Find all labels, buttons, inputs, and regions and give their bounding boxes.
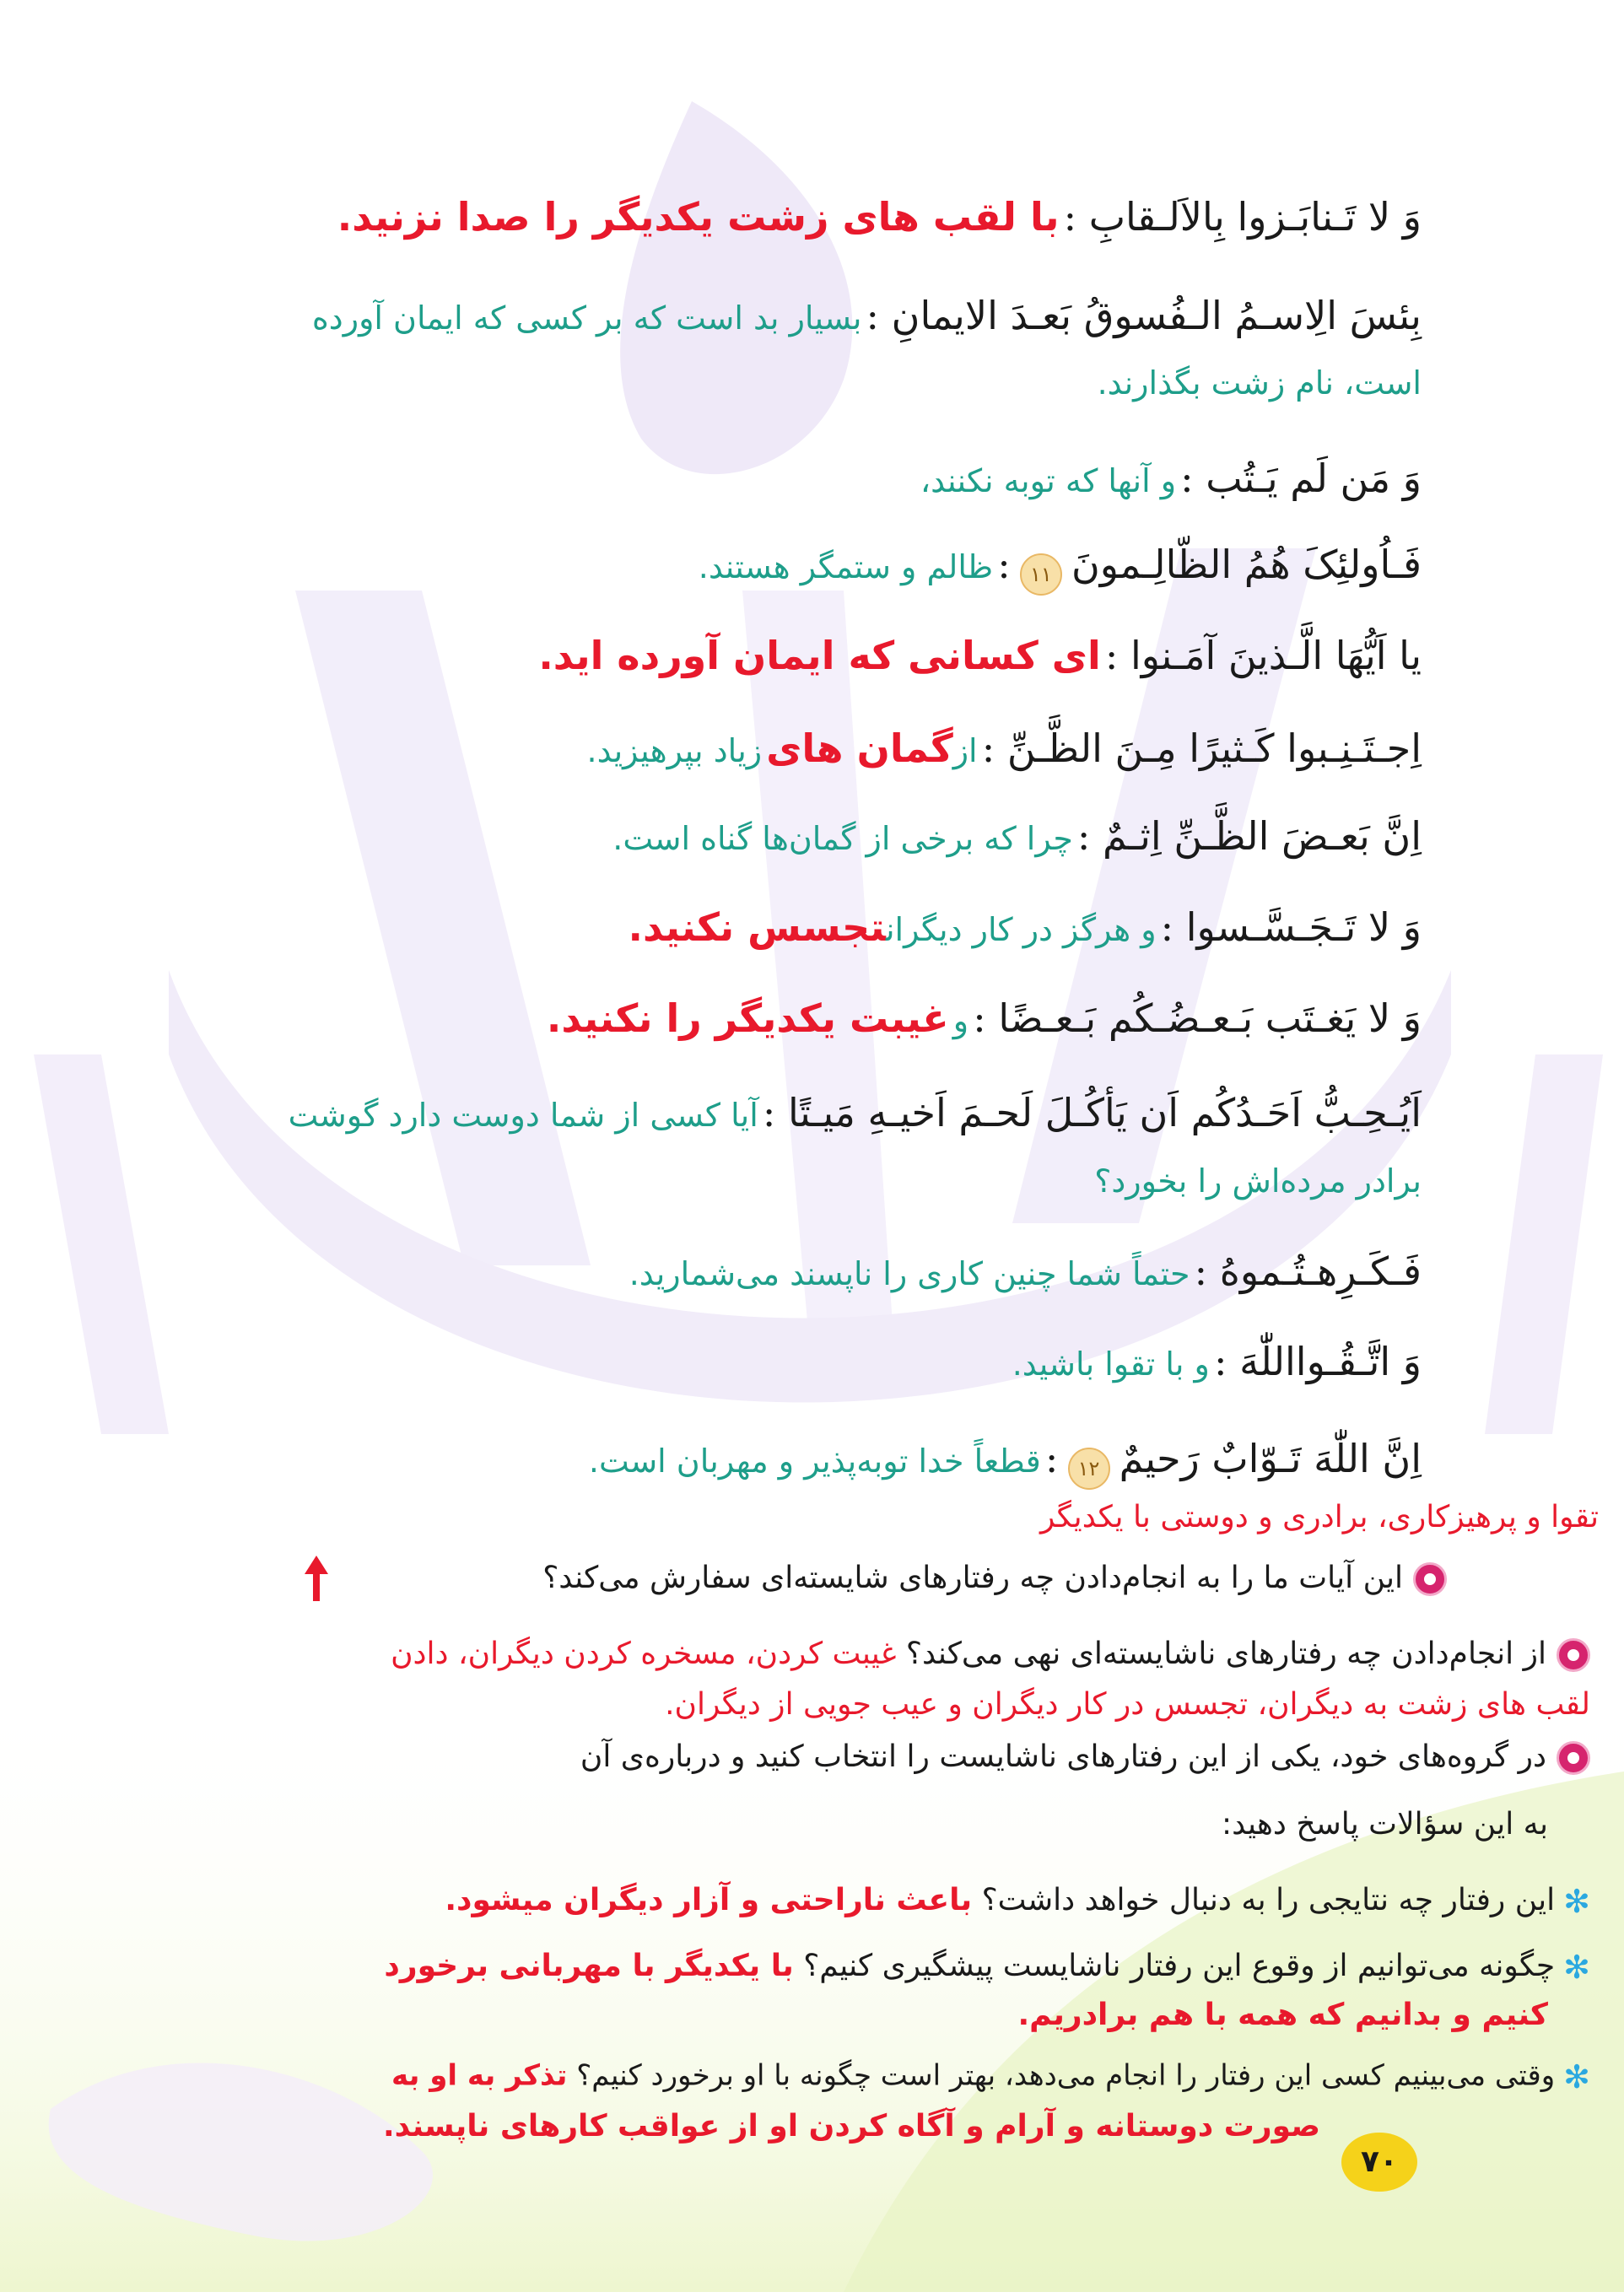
question-item: [34, 1561, 1447, 1596]
sub-question-item: [34, 1949, 1590, 1986]
translation-continuation: برادر مرده‌اش را بخورد؟: [1094, 1162, 1422, 1200]
translation-continuation: است، نام زشت بگذارند.: [1097, 364, 1422, 402]
sub-question-item: [34, 1883, 1590, 1920]
answer-text: باعث ناراحتی و آزار دیگران میشود.: [445, 1883, 973, 1917]
translation-prefix: از: [952, 732, 978, 769]
answer-continuation: کنیم و بدانیم که همه با هم برادریم.: [1017, 1998, 1548, 2032]
answer-continuation: صورت دوستانه و آرام و آگاه کردن او از عواقب کارهای ناپسند.: [382, 2109, 1320, 2144]
flower-bullet-icon: [1557, 1741, 1590, 1775]
translation-highlight: غیبت یکدیگر را نکنید.: [546, 995, 949, 1041]
question-text: از انجام‌دادن چه رفتارهای ناشایسته‌ای نهی می‌کند؟: [905, 1637, 1546, 1671]
arabic-phrase: وَ مَن لَم یَـتُب :: [1180, 456, 1422, 501]
translation-text: با لقب های زشت یکدیگر را صدا نزنید.: [337, 194, 1060, 240]
verse-row: [202, 812, 1422, 862]
verse-row: اِنَّ اللّٰهَ تَـوّابٌ رَحیمٌ ۱۲ : قطعاً خدا توبه‌پذیر و مهربان است.: [202, 1434, 1422, 1490]
arabic-phrase: اِنَّ اللّٰهَ تَـوّابٌ رَحیمٌ: [1119, 1436, 1422, 1481]
flower-bullet-icon: [1557, 1638, 1590, 1672]
arabic-phrase: اِجـتَـنِـبوا کَـثیرًا مِـنَ الظَّـنِّ :: [981, 725, 1422, 771]
translation-highlight: تجسس نکنید.: [628, 904, 886, 950]
question-text: در گروه‌های خود، یکی از این رفتارهای ناشایست را انتخاب کنید و درباره‌ی آن: [580, 1739, 1546, 1774]
translation-text: چرا که برخی از گمان‌ها گناه است.: [612, 820, 1073, 857]
arabic-phrase: وَ لا تَـنابَـزوا بِالاَلـقابِ :: [1063, 194, 1422, 240]
arabic-phrase: اَیُـحِـبُّ اَحَـدُکُم اَن یَأکُـلَ لَحـمَ اَخیـهِ مَیـتًا :: [762, 1090, 1422, 1135]
answer-text: تذکر به او به: [391, 2058, 568, 2093]
translation-highlight: گمان های: [766, 725, 953, 771]
verse-row: [202, 724, 1422, 774]
verse-number-badge: ۱۲: [1068, 1448, 1110, 1490]
sub-question-text: این رفتار چه نتایجی را به دنبال خواهد داشت؟: [981, 1883, 1556, 1917]
page-number-badge: ۷۰: [1341, 2133, 1417, 2192]
arabic-phrase: فَـکَـرِهـتُـموهُ :: [1194, 1248, 1422, 1294]
flower-bullet-icon: [1413, 1562, 1447, 1596]
snowflake-bullet-icon: ✻: [1563, 1949, 1590, 1986]
arabic-phrase: وَ اتَّـقُـوااللّٰهَ :: [1214, 1339, 1422, 1384]
translation-text: ای کسانی که ایمان آورده اید.: [538, 633, 1101, 678]
verse-row: [202, 454, 1422, 504]
translation-prefix: و: [952, 1002, 969, 1039]
question-continuation: به این سؤالات پاسخ دهید:: [1222, 1807, 1548, 1842]
arabic-phrase: اِنَّ بَعـضَ الظَّـنِّ اِثـمٌ :: [1076, 813, 1422, 859]
verse-row: [202, 291, 1422, 342]
verse-row: [202, 903, 1422, 953]
verse-row: [202, 1088, 1422, 1139]
question-item: [34, 1637, 1590, 1672]
translation-text: قطعاً خدا توبه‌پذیر و مهربان است.: [588, 1443, 1041, 1480]
answer-note: تقوا و پرهیزکاری، برادری و دوستی با یکدیگر: [1039, 1500, 1599, 1534]
translation-text: ظالم و ستمگر هستند.: [698, 548, 994, 585]
arabic-phrase: یا اَیُّهَا الَّـذینَ آمَـنوا :: [1104, 633, 1422, 678]
answer-text: با یکدیگر با مهربانی برخورد: [384, 1949, 794, 1983]
question-text: این آیات ما را به انجام‌دادن چه رفتارهای شایسته‌ای سفارش می‌کند؟: [542, 1561, 1403, 1595]
snowflake-bullet-icon: ✻: [1563, 2058, 1590, 2095]
verse-row: [202, 1337, 1422, 1388]
verse-row: فَـاُولئِکَ هُمُ الظّالِـمونَ ۱۱ : ظالم و ستمگر هستند.: [202, 540, 1422, 596]
translation-text: و آنها که توبه نکنند،: [920, 462, 1177, 499]
question-item: [34, 1739, 1590, 1775]
verse-row: [202, 192, 1422, 243]
translation-text: آیا کسی از شما دوست دارد گوشت: [288, 1097, 758, 1134]
verse-row: [202, 631, 1422, 682]
verse-row: [202, 1247, 1422, 1297]
answer-text: غیبت کردن، مسخره کردن دیگران، دادن: [391, 1637, 897, 1671]
translation-text: زیاد بپرهیزید.: [586, 732, 763, 769]
verse-number-badge: ۱۱: [1020, 553, 1062, 596]
sub-question-text: وقتی می‌بینیم کسی این رفتار را انجام می‌دهد، بهتر است چگونه با او برخورد کنیم؟: [576, 2058, 1556, 2093]
translation-text: و با تقوا باشید.: [1012, 1346, 1210, 1383]
arabic-phrase: وَ لا یَغـتَب بَـعـضُـکُم بَـعـضًا :: [973, 995, 1422, 1041]
arabic-phrase: فَـاُولئِکَ هُمُ الظّالِـمونَ: [1071, 542, 1422, 587]
verse-row: [202, 994, 1422, 1044]
translation-text: و هرگز در کار دیگران: [885, 911, 1157, 948]
translation-text: حتماً شما چنین کاری را ناپسند می‌شمارید.: [629, 1255, 1190, 1292]
sub-question-item: [17, 2058, 1590, 2095]
translation-text: بسیار بد است که بر کسی که ایمان آورده: [311, 299, 862, 337]
arabic-phrase: بِئسَ الِاسـمُ الـفُسوقُ بَعـدَ الایمانِ :: [866, 293, 1422, 338]
snowflake-bullet-icon: ✻: [1563, 1883, 1590, 1920]
arabic-phrase: وَ لا تَـجَـسَّـسوا :: [1160, 904, 1422, 950]
sub-question-text: چگونه می‌توانیم از وقوع این رفتار ناشایست پیشگیری کنیم؟: [803, 1949, 1556, 1983]
answer-continuation: لقب های زشت به دیگران، تجسس در کار دیگران و عیب جویی از دیگران.: [665, 1687, 1590, 1722]
